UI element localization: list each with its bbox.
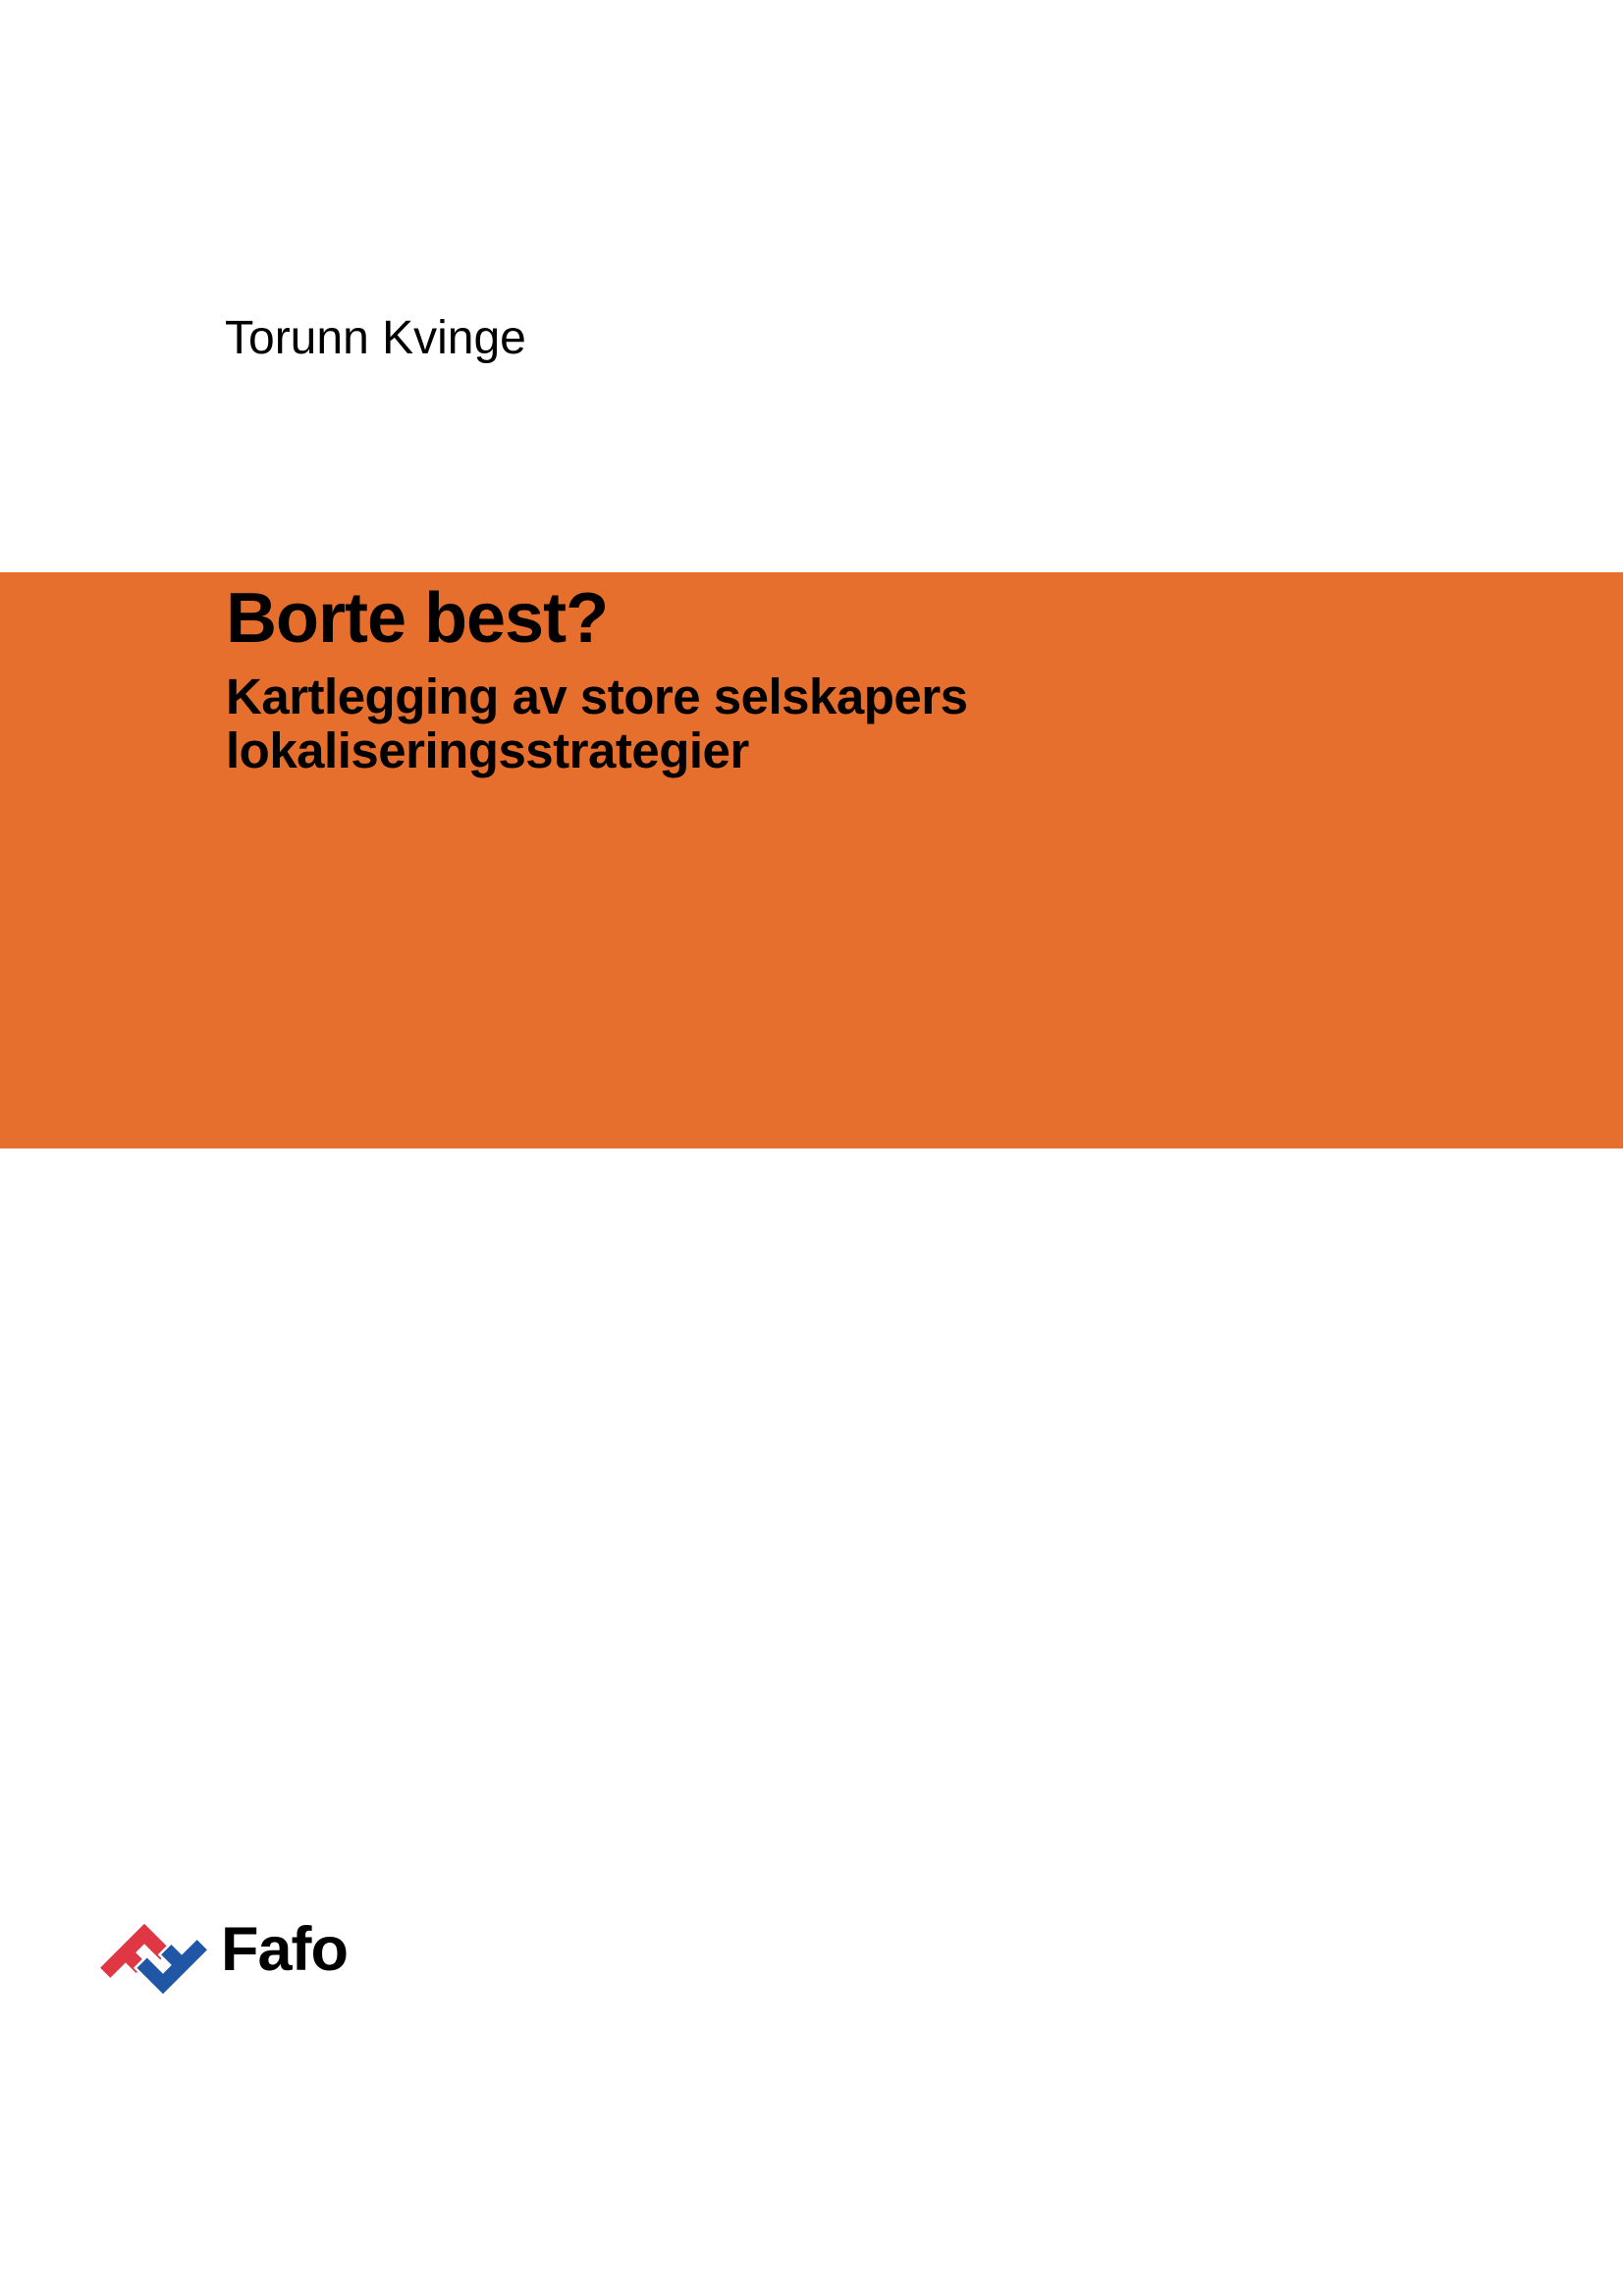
report-subtitle	[226, 669, 968, 777]
title-banner	[0, 572, 1623, 1148]
report-title: Borte best?	[226, 579, 609, 658]
fafo-logo-mark-icon	[91, 1914, 219, 2007]
fafo-wordmark: Fafo	[221, 1915, 348, 1984]
report-subtitle-line-2: lokaliseringsstrategier	[226, 722, 749, 778]
fafo-logo	[91, 1914, 504, 2007]
report-subtitle-line-1: Kartlegging av store selskapers	[226, 668, 968, 724]
author-name: Torunn Kvinge	[225, 312, 526, 364]
